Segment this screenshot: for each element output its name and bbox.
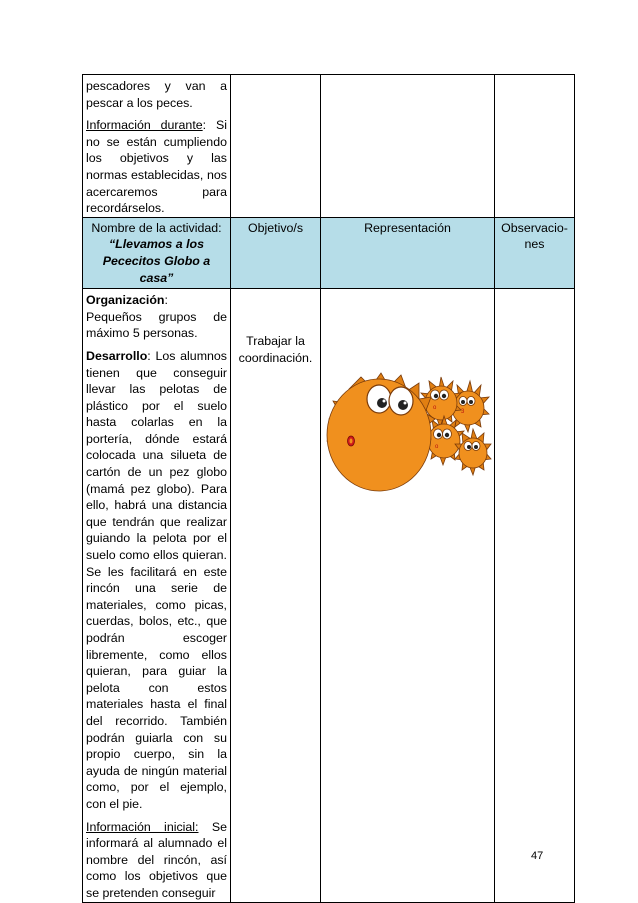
table-row-activity xyxy=(83,289,575,902)
initial-info-paragraph xyxy=(86,819,227,902)
cell-objective xyxy=(231,289,321,902)
svg-text:o: o xyxy=(433,405,437,412)
pufferfish-illustration xyxy=(321,369,494,529)
cell-representation xyxy=(321,289,495,902)
table-header-row xyxy=(83,217,575,288)
continued-text: pescadores y van a pescar a los peces. xyxy=(86,79,227,110)
activity-table xyxy=(82,74,575,903)
development-text: : Los alumnos tienen que conseguir llevar las pelotas de plástico por el suelo hasta colarlas en la portería, dónde estará colocada una silueta de cartón de un pez globo (mamá pez globo). Para ello, habrá una distancia que tendrán que realizar guiando la pelota por el suelo como ellos quieran. Se les facilitará en este rincón una serie de materiales, como picas, cuerdas, bolos, etc., que podrán escoger libremente, como ellos quieran, para guiar la pelota con estos materiales hasta el final del recorrido. También podrán guiarla con su propio cuerpo, sin la ayuda de ningún material como, por el ejemplo, con el pie. xyxy=(86,348,227,811)
cell-empty-representation xyxy=(321,75,495,218)
cell-observations xyxy=(495,289,575,902)
svg-text:o: o xyxy=(435,444,439,451)
info-during-label: Información durante xyxy=(86,118,203,133)
header-observations: Observacio-nes xyxy=(495,217,575,288)
header-objectives: Objetivo/s xyxy=(231,217,321,288)
organization-label: Organización xyxy=(86,293,165,308)
organization-paragraph xyxy=(86,292,227,342)
initial-info-label: Información inicial: xyxy=(86,819,199,834)
svg-text:3: 3 xyxy=(461,409,465,416)
big-fish xyxy=(327,373,435,491)
info-during-paragraph xyxy=(86,117,227,217)
development-paragraph xyxy=(86,348,227,813)
cell-empty-observations xyxy=(495,75,575,218)
objective-text: Trabajar la coordinación. xyxy=(238,334,313,365)
cell-activity-description xyxy=(83,289,231,902)
organization-text: : Pequeños grupos de máximo 5 personas. xyxy=(86,293,227,341)
cell-description-continued xyxy=(83,75,231,218)
activity-title: “Llevamos a los Pececitos Globo a casa” xyxy=(102,237,211,285)
table-row-continuation xyxy=(83,75,575,218)
info-during-text: : Si no se están cumpliendo los objetivos y las normas establecidas, nos acercaremos para recordárselos. xyxy=(86,118,228,216)
header-activity-name xyxy=(83,217,231,288)
cell-empty-objective xyxy=(231,75,321,218)
small-fish-right-bottom xyxy=(455,429,491,475)
header-representation: Representación xyxy=(321,217,495,288)
initial-info-text: Se informará al alumnado el nombre del rincón, así como los objetivos que se pretenden conseguir xyxy=(86,819,227,900)
header-activity-label: Nombre de la actividad: xyxy=(91,220,222,235)
page-number: 47 xyxy=(531,850,544,862)
development-label: Desarrollo xyxy=(86,348,148,363)
